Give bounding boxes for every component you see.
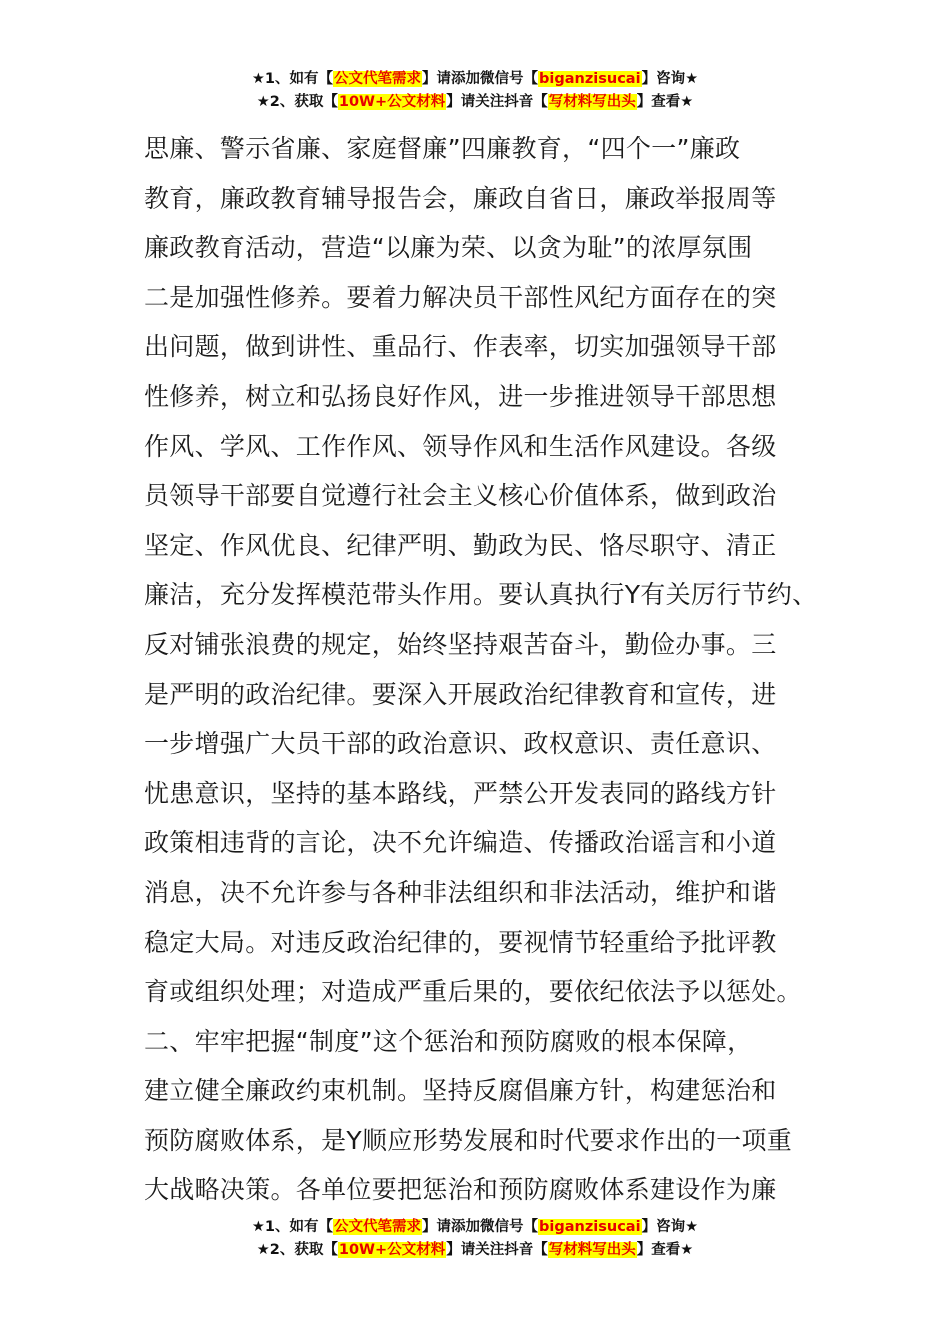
footer-line-1 xyxy=(0,1216,950,1239)
body-line: 思廉、警示省廉、家庭督廉”四廉教育，“四个一”廉政 xyxy=(144,134,741,163)
body-line: 一步增强广大员干部的政治意识、政权意识、责任意识、 xyxy=(144,729,777,759)
body-line: 预防腐败体系，是Y顺应形势发展和时代要求作出的一项重 xyxy=(144,1125,793,1155)
footer-highlight-wechat-id: biganzisucai xyxy=(539,1219,641,1235)
body-line: 稳定大局。对违反政治纪律的，要视情节轻重给予批评教 xyxy=(144,927,777,957)
body-line: 政策相违背的言论，决不允许编造、传播政治谣言和小道 xyxy=(144,828,777,858)
header-line-1-suffix: 】咨询★ xyxy=(641,71,699,87)
body-line: 廉洁，充分发挥模范带头作用。要认真执行Y有关厉行节约、 xyxy=(144,580,818,610)
header-highlight-wechat-id: biganzisucai xyxy=(539,71,641,87)
header-line-1-prefix: ★1、如有【 xyxy=(251,71,334,87)
footer-banner xyxy=(0,1216,950,1262)
footer-line-1-middle: 】请添加微信号【 xyxy=(422,1219,539,1235)
body-line: 员领导干部要自觉遵行社会主义核心价值体系，做到政治 xyxy=(144,481,777,511)
body-line: 二是加强性修养。要着力解决员干部性风纪方面存在的突 xyxy=(144,282,777,312)
header-line-2-prefix: ★2、获取【 xyxy=(256,94,338,110)
body-line: 性修养，树立和弘扬良好作风，进一步推进领导干部思想 xyxy=(144,381,777,411)
header-banner xyxy=(0,68,950,114)
body-line: 作风、学风、工作作风、领导作风和生活作风建设。各级 xyxy=(144,431,777,461)
body-line: 消息，决不允许参与各种非法组织和非法活动，维护和谐 xyxy=(144,877,777,907)
header-line-1-middle: 】请添加微信号【 xyxy=(422,71,539,87)
body-line: 育或组织处理；对造成严重后果的，要依纪依法予以惩处。 xyxy=(144,977,802,1007)
footer-highlight-service: 公文代笔需求 xyxy=(334,1219,422,1235)
footer-line-2 xyxy=(0,1239,950,1262)
body-line: 二、牢牢把握“制度”这个惩治和预防腐败的根本保障， xyxy=(144,1026,753,1056)
header-highlight-douyin: 写材料写出头 xyxy=(548,94,636,110)
body-line: 是严明的政治纪律。要深入开展政治纪律教育和宣传，进 xyxy=(144,679,777,709)
body-line: 反对铺张浪费的规定，始终坚持艰苦奋斗，勤俭办事。三 xyxy=(144,629,777,659)
footer-line-2-suffix: 】查看★ xyxy=(636,1242,694,1258)
header-line-1 xyxy=(0,68,950,91)
document-body xyxy=(144,124,824,1215)
body-line: 出问题，做到讲性、重品行、作表率，切实加强领导干部 xyxy=(144,332,777,362)
footer-line-1-prefix: ★1、如有【 xyxy=(251,1219,334,1235)
footer-line-2-middle: 】请关注抖音【 xyxy=(446,1242,548,1258)
footer-highlight-douyin: 写材料写出头 xyxy=(548,1242,636,1258)
header-line-2-middle: 】请关注抖音【 xyxy=(446,94,548,110)
footer-highlight-materials: 10W+公文材料 xyxy=(338,1242,446,1258)
header-highlight-service: 公文代笔需求 xyxy=(334,71,422,87)
body-line: 坚定、作风优良、纪律严明、勤政为民、恪尽职守、清正 xyxy=(144,530,777,560)
body-line: 教育，廉政教育辅导报告会，廉政自省日，廉政举报周等 xyxy=(144,183,777,213)
body-line: 忧患意识，坚持的基本路线，严禁公开发表同的路线方针 xyxy=(144,778,777,808)
header-highlight-materials: 10W+公文材料 xyxy=(338,94,446,110)
body-line: 廉政教育活动，营造“以廉为荣、以贪为耻”的浓厚氛围 xyxy=(144,233,753,263)
body-line: 大战略决策。各单位要把惩治和预防腐败体系建设作为廉 xyxy=(144,1175,777,1205)
header-line-2-suffix: 】查看★ xyxy=(636,94,694,110)
footer-line-2-prefix: ★2、获取【 xyxy=(256,1242,338,1258)
footer-line-1-suffix: 】咨询★ xyxy=(641,1219,699,1235)
body-line: 建立健全廉政约束机制。坚持反腐倡廉方针，构建惩治和 xyxy=(144,1076,777,1106)
header-line-2 xyxy=(0,91,950,114)
